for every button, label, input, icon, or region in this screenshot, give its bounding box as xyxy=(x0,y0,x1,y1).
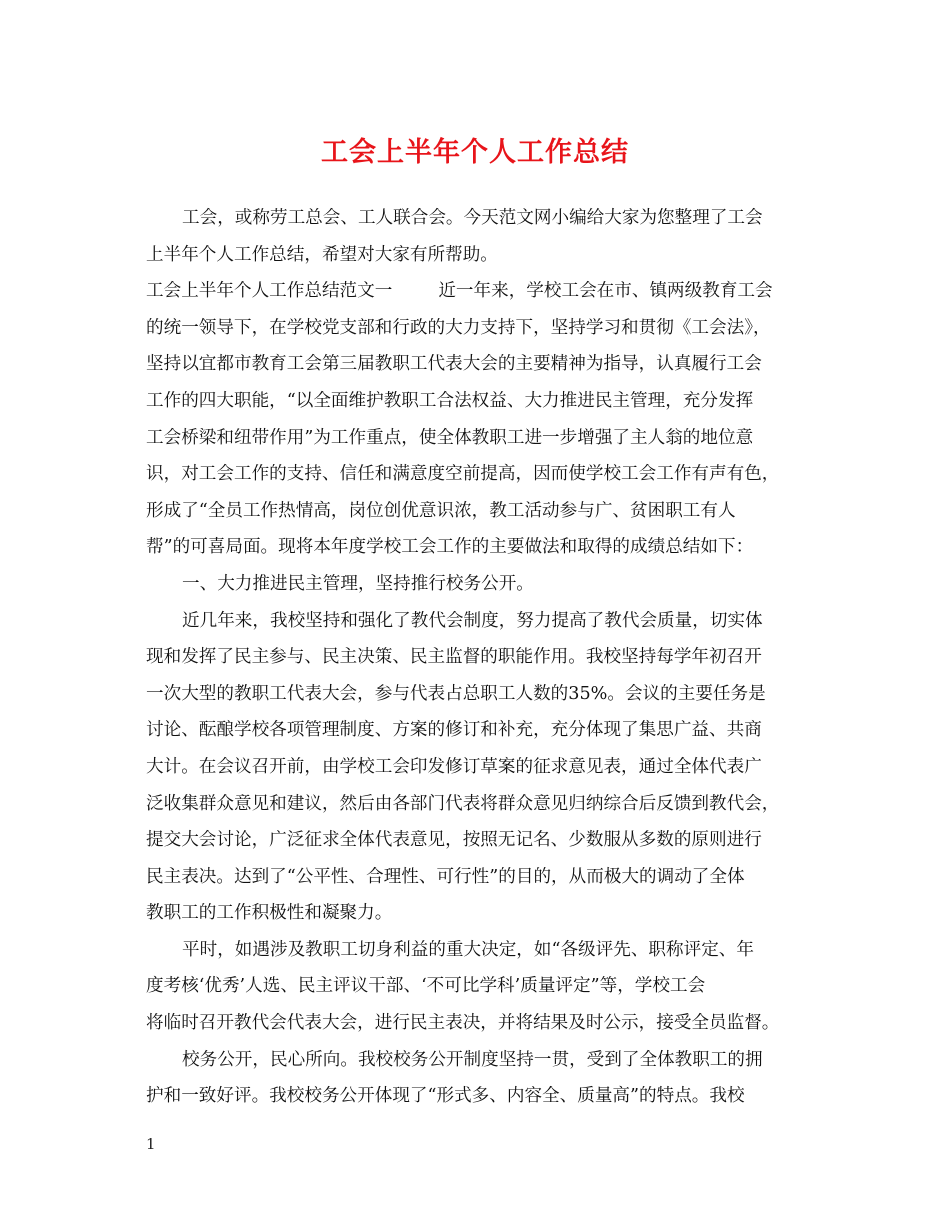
paragraph-line: 一次大型的教职工代表大会，参与代表占总职工人数的35%。会议的主要任务是 xyxy=(146,683,766,704)
section-heading: 一、大力推进民主管理，坚持推行校务公开。 xyxy=(182,573,534,594)
paragraph-line: 的统一领导下，在学校党支部和行政的大力支持下，坚持学习和贯彻《工会法》， xyxy=(146,317,771,338)
paragraph-line: 将临时召开教代会代表大会，进行民主表决，并将结果及时公示，接受全员监督。 xyxy=(146,1013,780,1034)
document-body xyxy=(146,200,806,1115)
paragraph-line: 泛收集群众意见和建议，然后由各部门代表将群众意见归纳综合后反馈到教代会， xyxy=(146,793,780,814)
paragraph-line: 识，对工会工作的支持、信任和满意度空前提高，因而使学校工会工作有声有色， xyxy=(146,464,780,485)
paragraph-line: 教职工的工作积极性和凝聚力。 xyxy=(146,903,393,924)
paragraph-line: 上半年个人工作总结，希望对大家有所帮助。 xyxy=(146,244,498,265)
paragraph-line: 近一年来，学校工会在市、镇两级教育工会 xyxy=(438,281,773,302)
paragraph-line: 近几年来，我校坚持和强化了教代会制度，努力提高了教代会质量，切实体 xyxy=(182,610,763,631)
paragraph-line: 工会，或称劳工总会、工人联合会。今天范文网小编给大家为您整理了工会 xyxy=(182,208,763,228)
paragraph-line: 护和一致好评。我校校务公开体现了“形式多、内容全、质量高”的特点。我校 xyxy=(146,1086,745,1107)
paragraph-line: 现和发挥了民主参与、民主决策、民主监督的职能作用。我校坚持每学年初召开 xyxy=(146,647,762,668)
page-number: 1 xyxy=(146,1135,156,1153)
paragraph-line: 坚持以宜都市教育工会第三届教职工代表大会的主要精神为指导，认真履行工会 xyxy=(146,354,762,375)
document-title: 工会上半年个人工作总结 xyxy=(321,137,629,168)
paragraph-line: 工作的四大职能，“以全面维护教职工合法权益、大力推进民主管理，充分发挥 xyxy=(146,390,754,411)
paragraph-line: 校务公开，民心所向。我校校务公开制度坚持一贯，受到了全体教职工的拥 xyxy=(182,1049,763,1070)
paragraph-line: 度考核‘优秀’人选、民主评议干部、‘不可比学科’质量评定”等，学校工会 xyxy=(146,976,706,997)
paragraph-line: 提交大会讨论，广泛征求全体代表意见，按照无记名、少数服从多数的原则进行 xyxy=(146,830,762,851)
paragraph-line: 形成了“全员工作热情高，岗位创优意识浓，教工活动参与广、贫困职工有人 xyxy=(146,500,736,521)
paragraph-line-combined xyxy=(146,273,806,310)
paragraph-line: 讨论、酝酿学校各项管理制度、方案的修订和补充，充分体现了集思广益、共商 xyxy=(146,720,762,741)
sample-heading: 工会上半年个人工作总结范文一 xyxy=(146,281,393,302)
paragraph-line: 工会桥梁和纽带作用”为工作重点，使全体教职工进一步增强了主人翁的地位意 xyxy=(146,427,754,448)
paragraph-line: 民主表决。达到了“公平性、合理性、可行性”的目的，从而极大的调动了全体 xyxy=(146,866,745,887)
paragraph-line: 平时，如遇涉及教职工切身利益的重大决定，如“各级评先、职称评定、年 xyxy=(182,939,754,960)
paragraph-line: 帮”的可喜局面。现将本年度学校工会工作的主要做法和取得的成绩总结如下： xyxy=(146,537,754,558)
paragraph-line: 大计。在会议召开前，由学校工会印发修订草案的征求意见表，通过全体代表广 xyxy=(146,756,762,777)
